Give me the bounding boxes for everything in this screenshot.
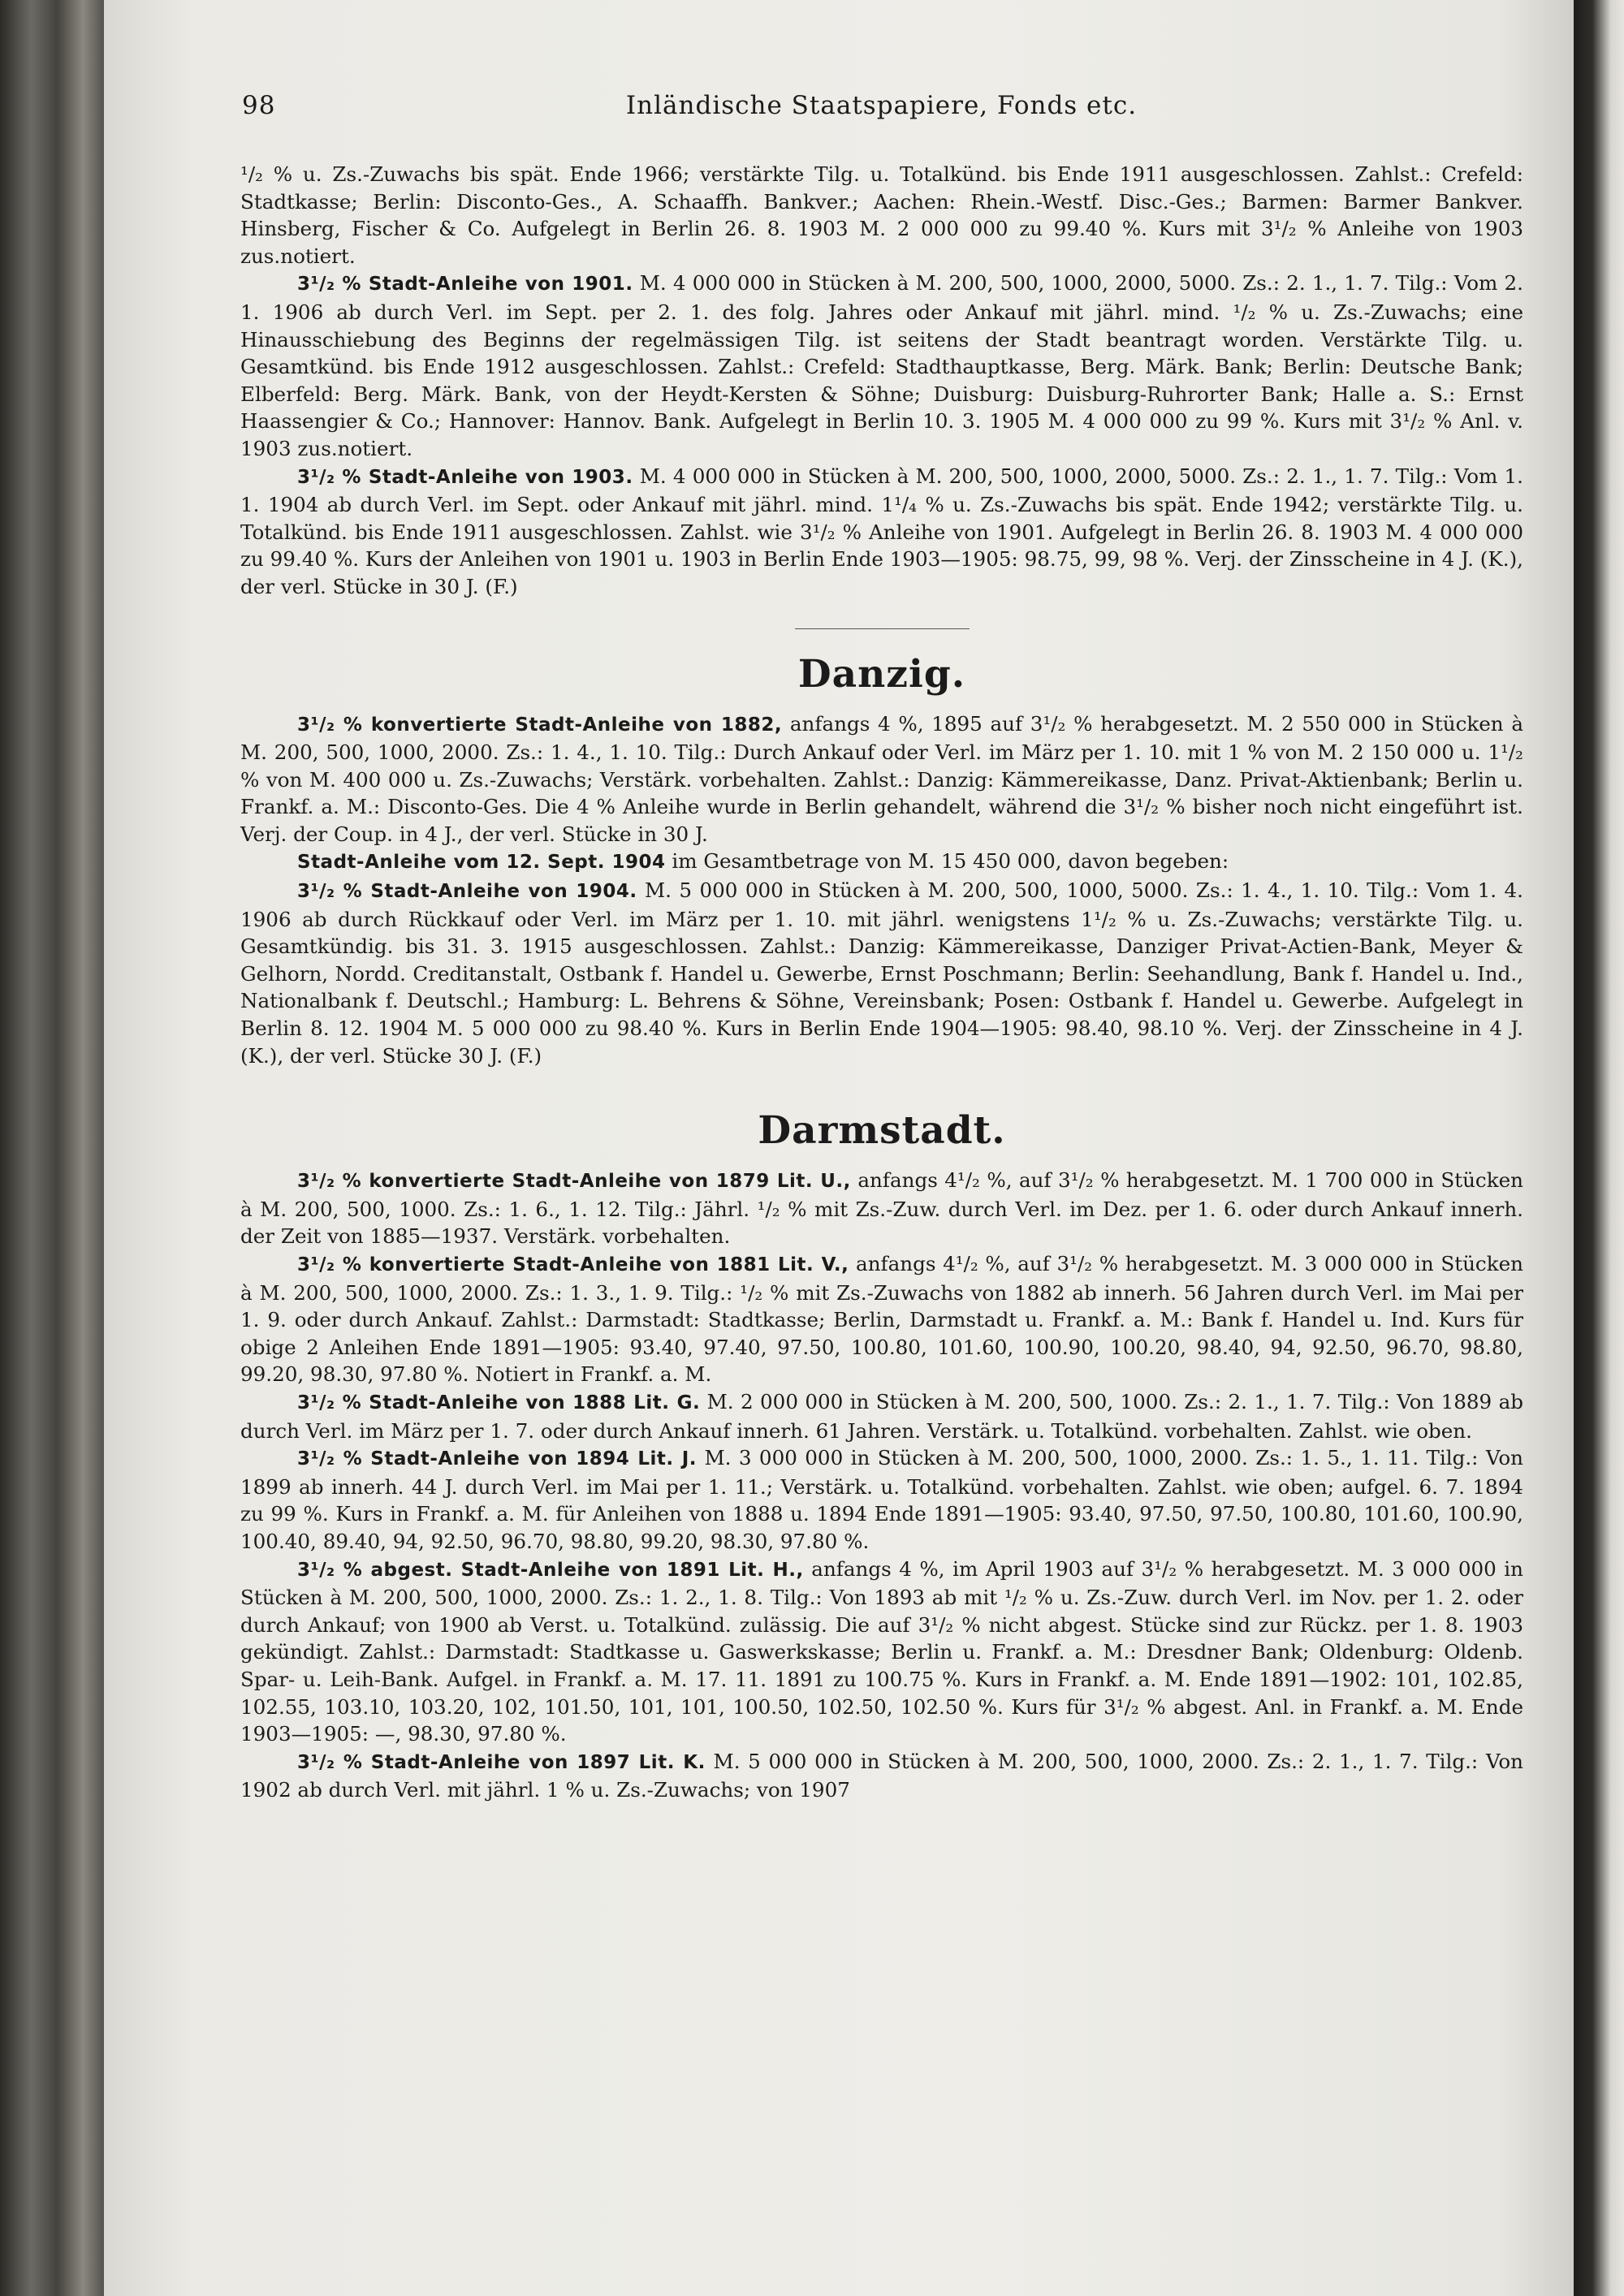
- loan-heading: 3¹/₂ % Stadt-Anleihe von 1894 Lit. J.: [297, 1448, 698, 1470]
- loan-text: M. 2 000 000 in Stücken à M. 200, 500, 1000. Zs.: 2. 1., 1. 7. Tilg.: Von 1889 ab durch Verl. im März per 1. 7. oder durch Ankauf innerh. 61 Jahren. Verstärk. u. Totalkünd. vorbehalten. Zahlst. wie oben.: [240, 1389, 1523, 1443]
- loan-text: M. 4 000 000 in Stücken à M. 200, 500, 1000, 2000, 5000. Zs.: 2. 1., 1. 7. Tilg.: Vom 1. 1. 1904 ab durch Verl. im Sept. oder Ankauf mit jährl. mind. 1¹/₄ % u. Zs.-Zuwachs bis spät. Ende 1942; verstärkte Tilg. u. Totalkünd. bis Ende 1911 ausgeschlossen. Zahlst. wie 3¹/₂ % Anleihe von 1901. Aufgelegt in Berlin 26. 8. 1903 M. 4 000 000 zu 99.40 %. Kurs der Anleihen von 1901 u. 1903 in Berlin Ende 1903—1905: 98.75, 99, 98 %. Verj. der Zinsscheine in 4 J. (K.), der verl. Stücke in 30 J. (F.): [240, 464, 1523, 598]
- loan-entry: [240, 1556, 1523, 1748]
- loan-entry: [240, 877, 1523, 1069]
- book-page: [104, 0, 1574, 2296]
- loan-entry: [240, 710, 1523, 848]
- loan-entry: [240, 1250, 1523, 1388]
- loan-text: M. 3 000 000 in Stücken à M. 200, 500, 1000, 2000. Zs.: 1. 5., 1. 11. Tilg.: Von 1899 ab innerh. 44 J. durch Verl. im Mai per 1. 11.; Verstärk. u. Totalkünd. vorbehalten. Zahlst. wie oben; aufgel. 6. 7. 1894 zu 99 %. Kurs in Frankf. a. M. für Anleihen von 1888 u. 1894 Ende 1891—1905: 93.40, 97.50, 97.50, 100.80, 101.60, 100.90, 100.40, 89.40, 94, 92.50, 96.70, 98.80, 99.20, 98.30, 97.80 %.: [240, 1446, 1523, 1553]
- page-number: 98: [242, 91, 276, 120]
- section-divider: [795, 628, 970, 629]
- loan-text: M. 4 000 000 in Stücken à M. 200, 500, 1000, 2000, 5000. Zs.: 2. 1., 1. 7. Tilg.: Vom 2. 1. 1906 ab durch Verl. im Sept. per 2. 1. des folg. Jahres oder Ankauf mit jährl. mind. ¹/₂ % u. Zs.-Zuwachs; eine Hinausschiebung des Beginns der regelmässigen Tilg. ist seitens der Stadt beantragt worden. Verstärkte Tilg. u. Gesamtkünd. bis Ende 1912 ausgeschlossen. Zahlst.: Crefeld: Stadthauptkasse, Berg. Märk. Bank; Berlin: Deutsche Bank; Elberfeld: Berg. Märk. Bank, von der Heydt-Kersten & Söhne; Duisburg: Duisburg-Ruhrorter Bank; Halle a. S.: Ernst Haassengier & Co.; Hannover: Hannov. Bank. Aufgelegt in Berlin 10. 3. 1905 M. 4 000 000 zu 99 %. Kurs mit 3¹/₂ % Anl. v. 1903 zus.notiert.: [240, 271, 1523, 460]
- running-title: Inländische Staatspapiere, Fonds etc.: [625, 91, 1138, 120]
- loan-entry: [240, 270, 1523, 462]
- loan-entry: [240, 1748, 1523, 1804]
- loan-entry: [240, 1388, 1523, 1444]
- page-edge-right: [1571, 0, 1624, 2296]
- running-header: [242, 91, 1521, 132]
- loan-heading: 3¹/₂ % Stadt-Anleihe von 1904.: [297, 881, 637, 903]
- loan-text: anfangs 4 %, 1895 auf 3¹/₂ % herabgesetzt. M. 2 550 000 in Stücken à M. 200, 500, 1000, 2000. Zs.: 1. 4., 1. 10. Tilg.: Durch Ankauf oder Verl. im März per 1. 10. mit 1 % von M. 2 150 000 u. 1¹/₂ % von M. 400 000 u. Zs.-Zuwachs; Verstärk. vorbehalten. Zahlst.: Danzig: Kämmereikasse, Danz. Privat-Aktienbank; Berlin u. Frankf. a. M.: Disconto-Ges. Die 4 % Anleihe wurde in Berlin gehandelt, während die 3¹/₂ % bisher noch nicht eingeführt ist. Verj. der Coup. in 4 J., der verl. Stücke in 30 J.: [240, 711, 1523, 846]
- loan-heading: 3¹/₂ % Stadt-Anleihe von 1903.: [297, 466, 633, 488]
- loan-text: M. 5 000 000 in Stücken à M. 200, 500, 1000, 2000. Zs.: 2. 1., 1. 7. Tilg.: Von 1902 ab durch Verl. mit jährl. 1 % u. Zs.-Zuwachs; von 1907: [240, 1749, 1523, 1802]
- loan-heading: 3¹/₂ % Stadt-Anleihe von 1888 Lit. G.: [297, 1392, 701, 1413]
- loan-heading: 3¹/₂ % konvertierte Stadt-Anleihe von 1879 Lit. U.,: [297, 1171, 851, 1193]
- loan-heading: 3¹/₂ % abgest. Stadt-Anleihe von 1891 Lit. H.,: [297, 1559, 804, 1581]
- loan-heading: 3¹/₂ % konvertierte Stadt-Anleihe von 1881 Lit. V.,: [297, 1254, 849, 1275]
- intro-paragraph: ¹/₂ % u. Zs.-Zuwachs bis spät. Ende 1966; verstärkte Tilg. u. Totalkünd. bis Ende 1911 ausgeschlossen. Zahlst.: Crefeld: Stadtkasse; Berlin: Disconto-Ges., A. Schaaffh. Bankver.; Aachen: Rhein.-Westf. Disc.-Ges.; Barmen: Barmer Bankver. Hinsberg, Fischer & Co. Aufgelegt in Berlin 26. 8. 1903 M. 2 000 000 zu 99.40 %. Kurs mit 3¹/₂ % Anleihe von 1903 zus.notiert.: [240, 162, 1523, 268]
- city-heading-darmstadt: Darmstadt.: [758, 1108, 1006, 1154]
- loan-entry: [240, 463, 1523, 601]
- loan-text: anfangs 4¹/₂ %, auf 3¹/₂ % herabgesetzt. M. 3 000 000 in Stücken à M. 200, 500, 1000, 2000. Zs.: 1. 3., 1. 9. Tilg.: ¹/₂ % mit Zs.-Zuwachs von 1882 ab innerh. 56 Jahren durch Verl. im Mai per 1. 9. oder durch Ankauf. Zahlst.: Darmstadt: Stadtkasse; Berlin, Darmstadt u. Frankf. a. M.: Bank f. Handel u. Ind. Kurs für obige 2 Anleihen Ende 1891—1905: 93.40, 97.40, 97.50, 100.80, 101.60, 100.90, 100.20, 98.40, 94, 92.50, 96.70, 98.80, 99.20, 98.30, 97.80 %. Notiert in Frankf. a. M.: [240, 1252, 1523, 1387]
- city-heading-danzig: Danzig.: [797, 651, 966, 697]
- loan-heading: Stadt-Anleihe vom 12. Sept. 1904: [297, 852, 666, 874]
- loan-entry: [240, 848, 1523, 877]
- loan-text: anfangs 4 %, im April 1903 auf 3¹/₂ % herabgesetzt. M. 3 000 000 in Stücken à M. 200, 500, 1000, 2000. Zs.: 1. 2., 1. 8. Tilg.: Von 1893 ab mit ¹/₂ % u. Zs.-Zuw. durch Verl. im Nov. per 1. 2. oder durch Ankauf; von 1900 ab Verst. u. Totalkünd. zulässig. Die auf 3¹/₂ % nicht abgest. Stücke sind zur Rückz. per 1. 8. 1903 gekündigt. Zahlst.: Darmstadt: Stadtkasse u. Gaswerkskasse; Berlin u. Frankf. a. M.: Dresdner Bank; Oldenburg: Oldenb. Spar- u. Leih-Bank. Aufgel. in Frankf. a. M. 17. 11. 1891 zu 100.75 %. Kurs in Frankf. a. M. Ende 1891—1902: 101, 102.85, 102.55, 103.10, 103.20, 102, 101.50, 101, 101, 100.50, 102.50, 102.50 %. Kurs für 3¹/₂ % abgest. Anl. in Frankf. a. M. Ende 1903—1905: —, 98.30, 97.80 %.: [240, 1556, 1523, 1746]
- loan-entry: [240, 1444, 1523, 1555]
- book-spine: [0, 0, 104, 2296]
- loan-heading: 3¹/₂ % Stadt-Anleihe von 1901.: [297, 274, 633, 296]
- loan-text: anfangs 4¹/₂ %, auf 3¹/₂ % herabgesetzt. M. 1 700 000 in Stücken à M. 200, 500, 1000. Zs.: 1. 6., 1. 12. Tilg.: Jährl. ¹/₂ % mit Zs.-Zuw. durch Verl. im Dez. per 1. 6. oder durch Ankauf innerh. der Zeit von 1885—1937. Verstärk. vorbehalten.: [240, 1168, 1523, 1249]
- page-body: [240, 161, 1523, 1804]
- loan-heading: 3¹/₂ % konvertierte Stadt-Anleihe von 1882,: [297, 714, 783, 736]
- loan-text: im Gesamtbetrage von M. 15 450 000, davon begeben:: [665, 849, 1229, 874]
- loan-heading: 3¹/₂ % Stadt-Anleihe von 1897 Lit. K.: [297, 1751, 706, 1773]
- loan-text: M. 5 000 000 in Stücken à M. 200, 500, 1000, 5000. Zs.: 1. 4., 1. 10. Tilg.: Vom 1. 4. 1906 ab durch Rückkauf oder Verl. im März per 1. 10. mit jährl. wenigstens 1¹/₂ % u. Zs.-Zuwachs; verstärkte Tilg. u. Gesamtkündig. bis 31. 3. 1915 ausgeschlossen. Zahlst.: Danzig: Kämmereikasse, Danziger Privat-Actien-Bank, Meyer & Gelhorn, Nordd. Creditanstalt, Ostbank f. Handel u. Gewerbe, Ernst Poschmann; Berlin: Seehandlung, Bank f. Handel u. Ind., Nationalbank f. Deutschl.; Hamburg: L. Behrens & Söhne, Vereinsbank; Posen: Ostbank f. Handel u. Gewerbe. Aufgelegt in Berlin 8. 12. 1904 M. 5 000 000 zu 98.40 %. Kurs in Berlin Ende 1904—1905: 98.40, 98.10 %. Verj. der Zinsscheine in 4 J. (K.), der verl. Stücke 30 J. (F.): [240, 878, 1523, 1068]
- loan-entry: [240, 1167, 1523, 1250]
